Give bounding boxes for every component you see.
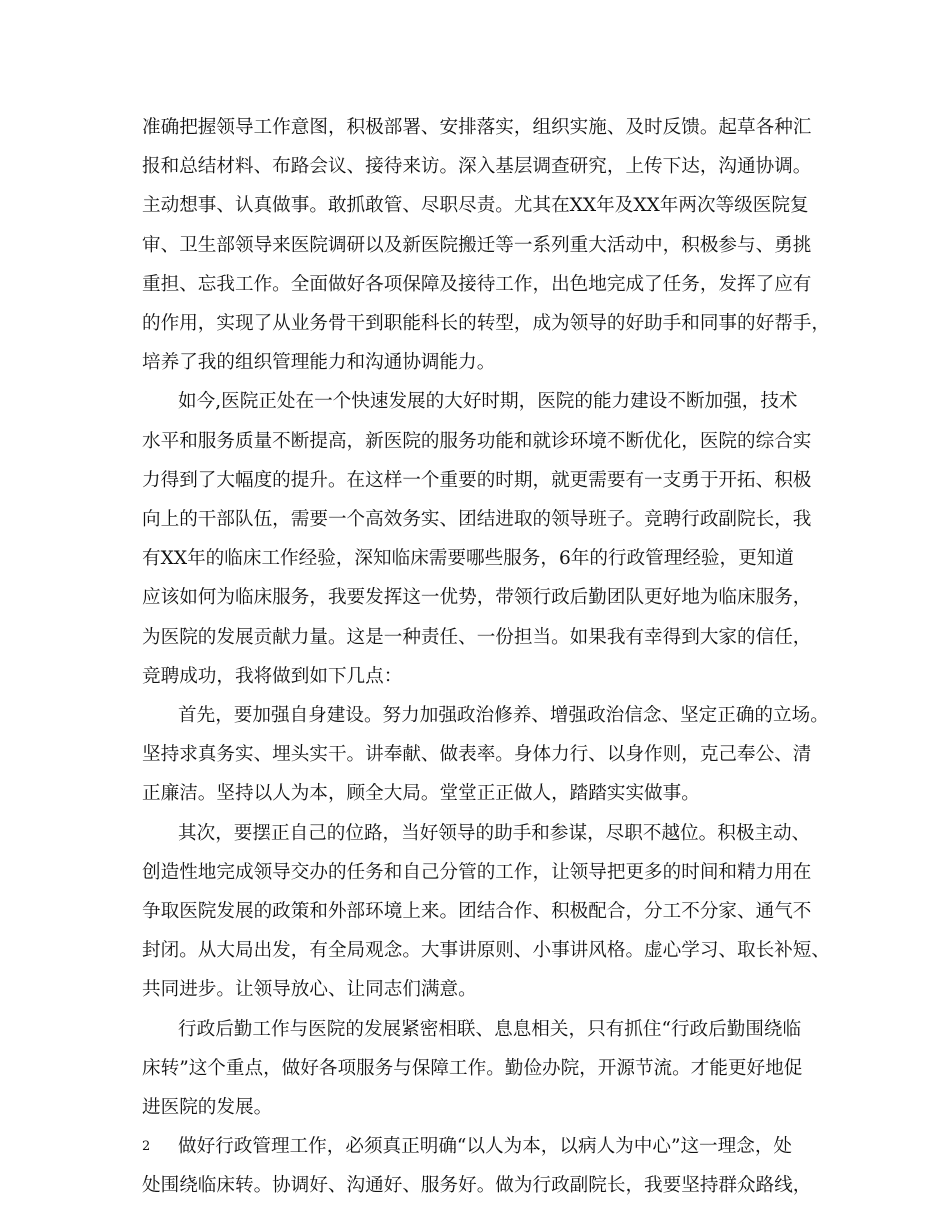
text-line: 处围绕临床转。协调好、沟通好、服务好。做为行政副院长，我要坚持群众路线， [142, 1175, 812, 1196]
text-line: 培养了我的组织管理能力和沟通协调能力。 [142, 352, 496, 373]
text-line: 向上的干部队伍，需要一个高效务实、团结进取的领导班子。竞聘行政副院长，我 [142, 509, 812, 530]
text-line: 重担、忘我工作。全面做好各项保障及接待工作，出色地完成了任务，发挥了应有 [142, 274, 812, 295]
paragraph-first-line: 如今,医院正处在一个快速发展的大好时期，医院的能力建设不断加强，技术 [178, 391, 798, 412]
text-line: 的作用，实现了从业务骨干到职能科长的转型，成为领导的好助手和同事的好帮手， [142, 313, 830, 334]
text-line: 水平和服务质量不断提高，新医院的服务功能和就诊环境不断优化，医院的综合实 [142, 431, 812, 452]
text-line: 审、卫生部领导来医院调研以及新医院搬迁等一系列重大活动中，积极参与、勇挑 [142, 235, 812, 256]
text-line: 有XX年的临床工作经验，深知临床需要哪些服务，6年的行政管理经验，更知道 [142, 548, 794, 569]
text-line: 主动想事、认真做事。敢抓敢管、尽职尽责。尤其在XX年及XX年两次等级医院复 [142, 195, 809, 216]
paragraph-first-line: 行政后勤工作与医院的发展紧密相联、息息相关，只有抓住“行政后勤围绕临 [178, 1019, 802, 1040]
text-line: 坚持求真务实、埋头实干。讲奉献、做表率。身体力行、以身作则，克己奉公、清 [142, 744, 812, 765]
paragraph-first-line: 其次，要摆正自己的位路，当好领导的助手和参谋，尽职不越位。积极主动、 [178, 823, 811, 844]
text-line: 封闭。从大局出发，有全局观念。大事讲原则、小事讲风格。虚心学习、取长补短、 [142, 940, 830, 961]
paragraph-first-line: 做好行政管理工作，必须真正明确“以人为本，以病人为中心”这一理念，处 [178, 1136, 793, 1157]
text-line: 准确把握领导工作意图，积极部署、安排落实，组织实施、及时反馈。起草各种汇 [142, 117, 812, 138]
text-line: 进医院的发展。 [142, 1097, 273, 1118]
text-line: 为医院的发展贡献力量。这是一种责任、一份担当。如果我有幸得到大家的信任， [142, 627, 812, 648]
text-line: 应该如何为临床服务，我要发挥这一优势，带领行政后勤团队更好地为临床服务， [142, 587, 812, 608]
page-number: 2 [142, 1139, 151, 1154]
text-line: 正廉洁。坚持以人为本，顾全大局。堂堂正正做人，踏踏实实做事。 [142, 783, 700, 804]
text-line: 报和总结材料、布路会议、接待来访。深入基层调查研究，上传下达，沟通协调。 [142, 156, 812, 177]
text-line: 争取医院发展的政策和外部环境上来。团结合作、积极配合，分工不分家、通气不 [142, 901, 812, 922]
text-line: 床转”这个重点，做好各项服务与保障工作。勤俭办院，开源节流。才能更好地促 [142, 1058, 803, 1079]
text-line: 共同进步。让领导放心、让同志们满意。 [142, 979, 477, 1000]
text-line: 创造性地完成领导交办的任务和自己分管的工作，让领导把更多的时间和精力用在 [142, 862, 812, 883]
text-line: 竞聘成功，我将做到如下几点： [142, 666, 403, 687]
paragraph-first-line: 首先，要加强自身建设。努力加强政治修养、增强政治信念、坚定正确的立场。 [178, 705, 829, 726]
text-line: 力得到了大幅度的提升。在这样一个重要的时期，就更需要有一支勇于开拓、积极 [142, 470, 812, 491]
